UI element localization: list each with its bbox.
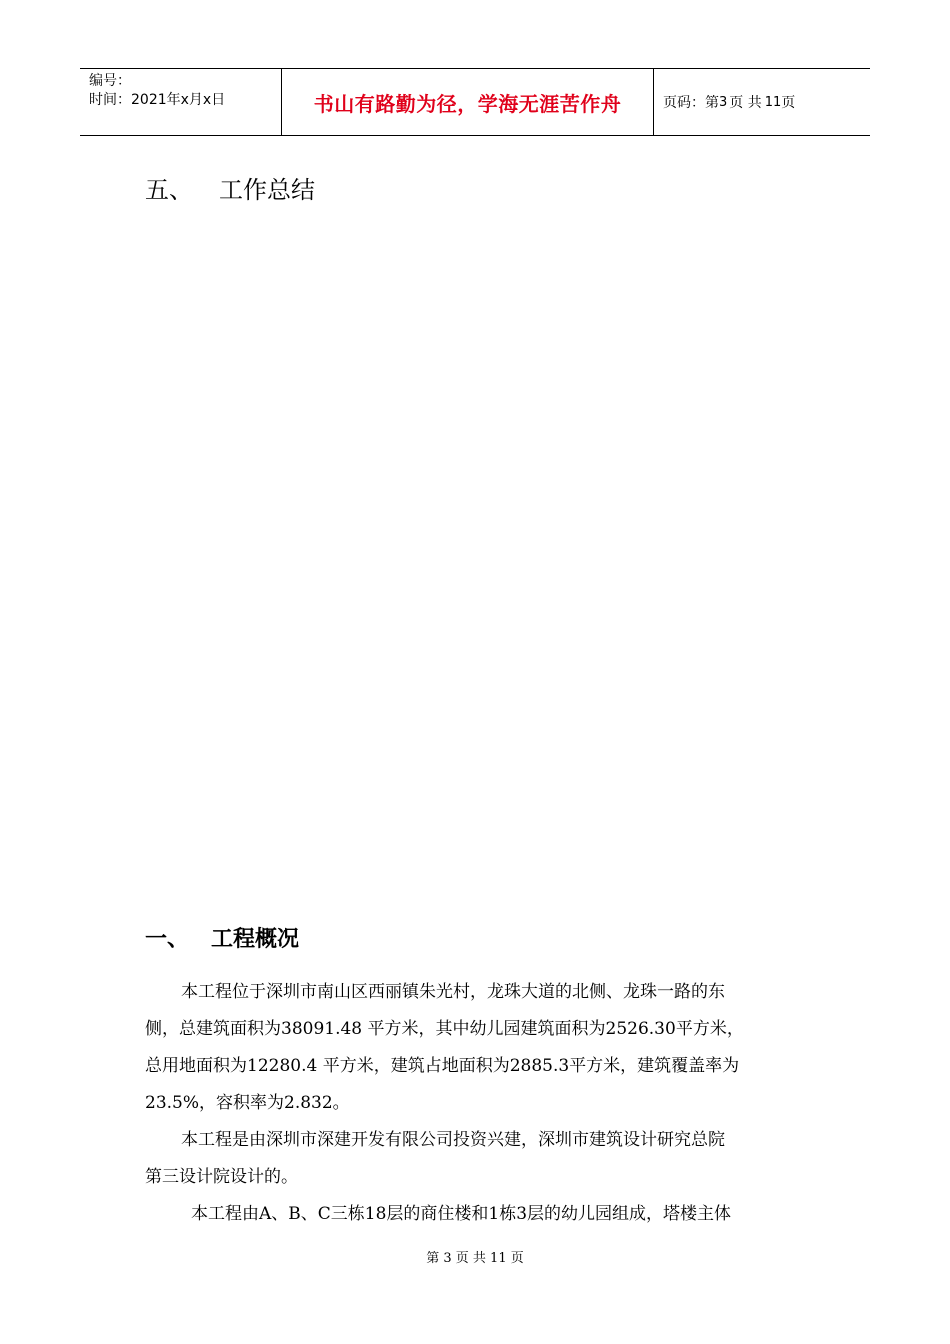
header-motto-cell bbox=[282, 69, 654, 135]
serial-number-label: 编号： bbox=[89, 73, 131, 89]
section-heading-summary bbox=[145, 170, 315, 205]
section-number: 一、 bbox=[145, 927, 190, 952]
page-mid: 页 共 bbox=[729, 95, 762, 111]
document-header bbox=[80, 68, 870, 136]
body-line: 本工程由A、B、C三栋18层的商住楼和1栋3层的幼儿园组成，塔楼主体 bbox=[191, 1204, 732, 1224]
header-meta bbox=[80, 69, 282, 135]
body-line: 23.5%，容积率为2.832。 bbox=[145, 1093, 350, 1113]
date-label: 时间：2021年x月x日 bbox=[89, 92, 226, 108]
header-page-info bbox=[654, 69, 870, 135]
body-line: 侧，总建筑面积为38091.48 平方米，其中幼儿园建筑面积为2526.30平方米， bbox=[145, 1019, 744, 1039]
page-total: 11 bbox=[764, 94, 782, 110]
page-prefix: 页码：第 bbox=[663, 95, 719, 111]
body-line: 第三设计院设计的。 bbox=[145, 1167, 298, 1187]
body-line: 总用地面积为12280.4 平方米，建筑占地面积为2885.3平方米，建筑覆盖率为 bbox=[145, 1056, 740, 1076]
page-current: 3 bbox=[719, 94, 728, 110]
section-title: 工作总结 bbox=[219, 176, 315, 204]
section-heading-overview bbox=[145, 922, 299, 953]
body-line: 本工程位于深圳市南山区西丽镇朱光村，龙珠大道的北侧、龙珠一路的东 bbox=[181, 982, 725, 1002]
section-title: 工程概况 bbox=[211, 927, 300, 952]
header-motto: 书山有路勤为径，学海无涯苦作舟 bbox=[313, 91, 622, 116]
body-line: 本工程是由深圳市深建开发有限公司投资兴建，深圳市建筑设计研究总院 bbox=[181, 1130, 725, 1150]
page-footer: 第 3 页 共 11 页 bbox=[426, 1251, 524, 1266]
section-number: 五、 bbox=[145, 176, 193, 204]
page-suffix: 页 bbox=[781, 95, 796, 111]
